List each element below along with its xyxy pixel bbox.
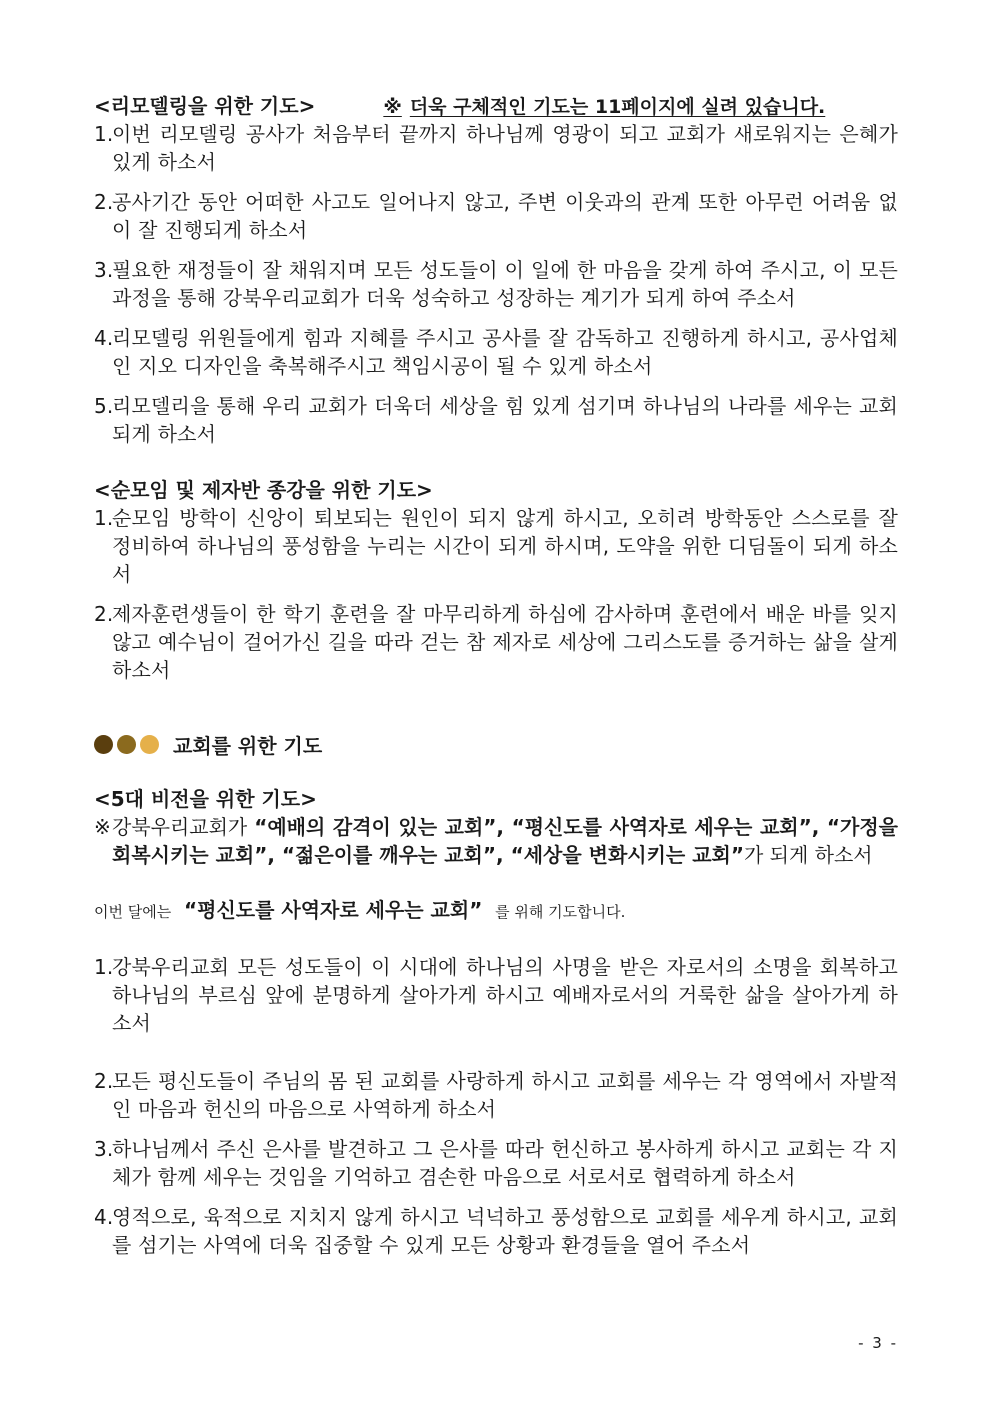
item-text: 리모델리을 통해 우리 교회가 더욱더 세상을 힘 있게 섬기며 하나님의 나라를 세우는 교회되게 하소서 bbox=[112, 394, 898, 446]
item-text: 이번 리모델링 공사가 처음부터 끝까지 하나님께 영광이 되고 교회가 새로워지는 은혜가 있게 하소서 bbox=[112, 122, 898, 174]
item-text: 하나님께서 주신 은사를 발견하고 그 은사를 따라 헌신하고 봉사하게 하시고 교회는 각 지체가 함께 세우는 것임을 기억하고 겸손한 마음으로 서로서로 협력하게 하소서 bbox=[112, 1137, 898, 1189]
month-prefix: 이번 달에는 bbox=[94, 903, 172, 921]
list-item bbox=[94, 392, 898, 448]
vision-note-prefix: 강북우리교회가 bbox=[112, 815, 248, 839]
item-number: 1. bbox=[94, 506, 114, 530]
item-text: 필요한 재정들이 잘 채워지며 모든 성도들이 이 일에 한 마음을 갖게 하여 주시고, 이 모든 과정을 통해 강북우리교회가 더욱 성숙하고 성장하는 계기가 되게 하여 주소서 bbox=[112, 258, 898, 310]
note-mark-icon: ※ bbox=[94, 815, 111, 839]
item-number: 2. bbox=[94, 1069, 114, 1093]
list-item bbox=[94, 256, 898, 312]
vision-list bbox=[94, 953, 898, 1259]
item-text: 모든 평신도들이 주님의 몸 된 교회를 사랑하게 하시고 교회를 세우는 각 영역에서 자발적인 마음과 헌신의 마음으로 사역하게 하소서 bbox=[112, 1069, 898, 1121]
item-text: 순모임 방학이 신앙이 퇴보되는 원인이 되지 않게 하시고, 오히려 방학동안 스스로를 잘 정비하여 하나님의 풍성함을 누리는 시간이 되게 하시며, 도약을 위한 디딤돌이 되게 하소서 bbox=[112, 506, 898, 586]
month-focus-line bbox=[94, 895, 898, 927]
list-item bbox=[94, 1135, 898, 1191]
item-number: 5. bbox=[94, 394, 114, 418]
gathering-heading: <순모임 및 제자반 종강을 위한 기도> bbox=[94, 478, 433, 502]
church-section-title bbox=[94, 730, 898, 759]
list-item bbox=[94, 324, 898, 380]
vision-note bbox=[94, 813, 898, 869]
note-mark-icon: ※ bbox=[383, 96, 402, 118]
list-item bbox=[94, 1203, 898, 1259]
vision-list-text: “예배의 감격이 있는 교회”, “평신도를 사역자로 세우는 교회”, “가정을 회복시키는 교회”, “젊은이를 깨우는 교회”, “세상을 변화시키는 교회” bbox=[112, 815, 898, 867]
page-number: - 3 - bbox=[858, 1334, 898, 1352]
document-page bbox=[94, 92, 898, 1271]
item-number: 2. bbox=[94, 190, 114, 214]
remodeling-heading-row bbox=[94, 92, 898, 120]
bullet-dot-icon bbox=[94, 735, 113, 754]
item-number: 4. bbox=[94, 326, 114, 350]
remodeling-heading: <리모델링을 위한 기도> bbox=[94, 94, 316, 118]
item-number: 3. bbox=[94, 258, 114, 282]
vision-note-suffix: 가 되게 하소서 bbox=[743, 843, 873, 867]
remodeling-note bbox=[383, 92, 825, 119]
month-suffix: 를 위해 기도합니다. bbox=[495, 903, 626, 921]
item-text: 리모델링 위원들에게 힘과 지혜를 주시고 공사를 잘 감독하고 진행하게 하시고, 공사업체인 지오 디자인을 축복해주시고 책임시공이 될 수 있게 하소서 bbox=[112, 326, 898, 378]
item-number: 1. bbox=[94, 122, 114, 146]
church-section-label: 교회를 위한 기도 bbox=[173, 734, 323, 758]
remodeling-list bbox=[94, 120, 898, 448]
bullet-dot-icon bbox=[117, 735, 136, 754]
item-number: 4. bbox=[94, 1205, 114, 1229]
remodeling-note-text: 더욱 구체적인 기도는 11페이지에 실려 있습니다. bbox=[409, 96, 826, 118]
item-number: 2. bbox=[94, 602, 114, 626]
item-number: 1. bbox=[94, 955, 114, 979]
list-item bbox=[94, 120, 898, 176]
item-text: 영적으로, 육적으로 지치지 않게 하시고 넉넉하고 풍성함으로 교회를 세우게 하시고, 교회를 섬기는 사역에 더욱 집중할 수 있게 모든 상황과 환경들을 열어 주소서 bbox=[112, 1205, 898, 1257]
list-item bbox=[94, 188, 898, 244]
item-number: 3. bbox=[94, 1137, 114, 1161]
list-item bbox=[94, 953, 898, 1037]
item-text: 공사기간 동안 어떠한 사고도 일어나지 않고, 주변 이웃과의 관계 또한 아무런 어려움 없이 잘 진행되게 하소서 bbox=[112, 190, 898, 242]
bullet-dot-icon bbox=[140, 735, 159, 754]
vision-heading: <5대 비전을 위한 기도> bbox=[94, 787, 317, 811]
list-item bbox=[94, 600, 898, 684]
month-focus: “평신도를 사역자로 세우는 교회” bbox=[184, 898, 483, 922]
item-text: 제자훈련생들이 한 학기 훈련을 잘 마무리하게 하심에 감사하며 훈련에서 배운 바를 잊지 않고 예수님이 걸어가신 길을 따라 걷는 참 제자로 세상에 그리스도를 증거하는 삶을 살게 하소서 bbox=[112, 602, 898, 682]
list-item bbox=[94, 1067, 898, 1123]
list-item bbox=[94, 504, 898, 588]
gathering-list bbox=[94, 504, 898, 684]
item-text: 강북우리교회 모든 성도들이 이 시대에 하나님의 사명을 받은 자로서의 소명을 회복하고 하나님의 부르심 앞에 분명하게 살아가게 하시고 예배자로서의 거룩한 삶을 살아가게 하소서 bbox=[112, 955, 898, 1035]
